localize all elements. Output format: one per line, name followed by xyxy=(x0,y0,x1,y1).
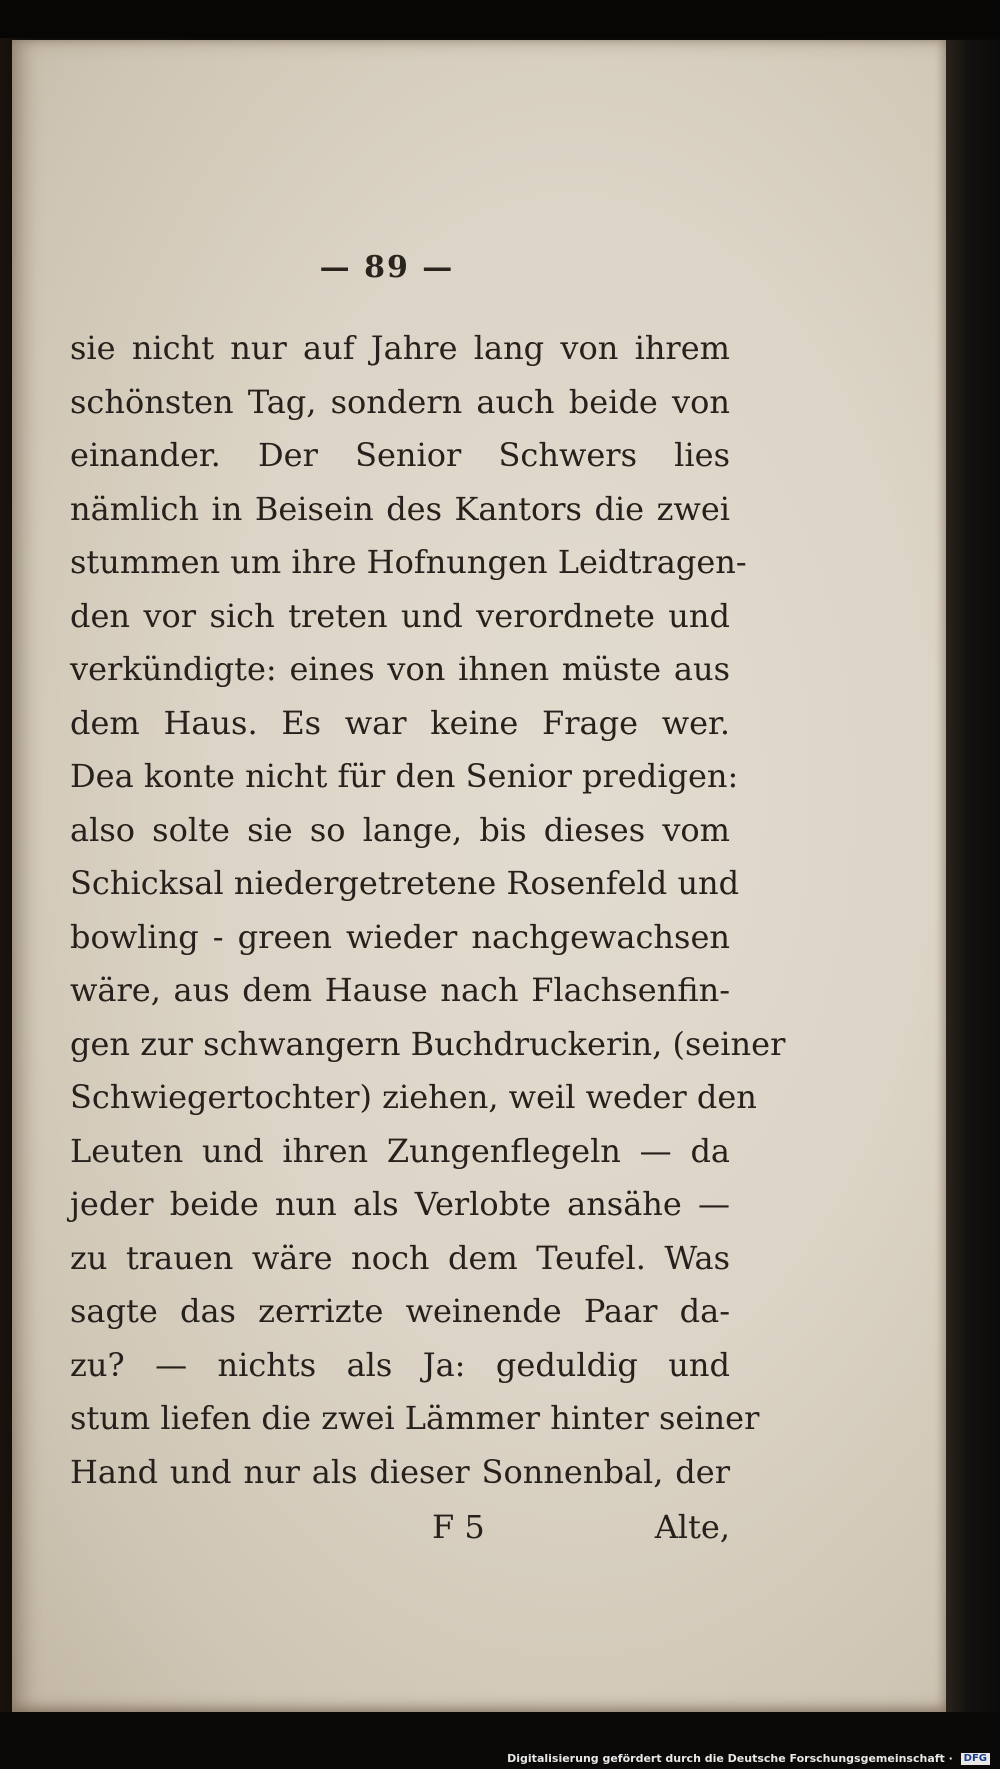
text-line: sie nicht nur auf Jahre lang von ihrem xyxy=(70,329,730,367)
page-number: — 89 — xyxy=(319,250,455,285)
text-line: stummen um ihre Hofnungen Leidtragen- xyxy=(70,543,747,581)
book-page xyxy=(12,40,946,1712)
scan-top-edge xyxy=(0,0,1000,38)
text-line: Schicksal niedergetretene Rosenfeld und xyxy=(70,864,740,902)
text-line: bowling - green wieder nachgewachsen xyxy=(70,917,730,956)
text-line: stum liefen die zwei Lämmer hinter seiner xyxy=(70,1399,760,1437)
text-line: schönsten Tag, sondern auch beide von xyxy=(70,382,730,421)
text-line: Hand und nur als dieser Sonnenbal, der xyxy=(70,1452,730,1491)
credit-text: Digitalisierung gefördert durch die Deutsche Forschungsgemeinschaft · xyxy=(507,1752,953,1765)
text-line: den vor sich treten und verordnete und xyxy=(70,596,730,635)
text-line: nämlich in Beisein des Kantors die zwei xyxy=(70,489,730,528)
text-line: Schwiegertochter) ziehen, weil weder den xyxy=(70,1078,757,1116)
signature-mark: F 5 xyxy=(432,1508,485,1546)
text-line: sagte das zerrizte weinende Paar da- xyxy=(70,1292,730,1330)
text-line: dem Haus. Es war keine Frage wer. xyxy=(70,703,730,742)
text-line: Dea konte nicht für den Senior predigen: xyxy=(70,757,739,795)
body-text xyxy=(70,322,786,1499)
text-line: Leuten und ihren Zungenflegeln — da xyxy=(70,1131,730,1170)
text-line: einander. Der Senior Schwers lies xyxy=(70,436,730,474)
text-line: verkündigte: eines von ihnen müste aus xyxy=(70,650,730,688)
text-line: zu trauen wäre noch dem Teufel. Was xyxy=(70,1238,730,1277)
book-spine-shadow xyxy=(946,40,1000,1712)
digitization-credit xyxy=(507,1752,990,1765)
text-line: wäre, aus dem Hause nach Flachsenfin- xyxy=(70,971,730,1009)
text-line: jeder beide nun als Verlobte ansähe — xyxy=(70,1185,730,1223)
dfg-logo: DFG xyxy=(961,1753,990,1765)
page-footer xyxy=(70,1508,730,1564)
text-line: also solte sie so lange, bis dieses vom xyxy=(70,810,730,849)
text-line: zu? — nichts als Ja: geduldig und xyxy=(70,1345,730,1384)
catchword: Alte, xyxy=(654,1508,730,1546)
text-line: gen zur schwangern Buchdruckerin, (seiner xyxy=(70,1024,786,1063)
